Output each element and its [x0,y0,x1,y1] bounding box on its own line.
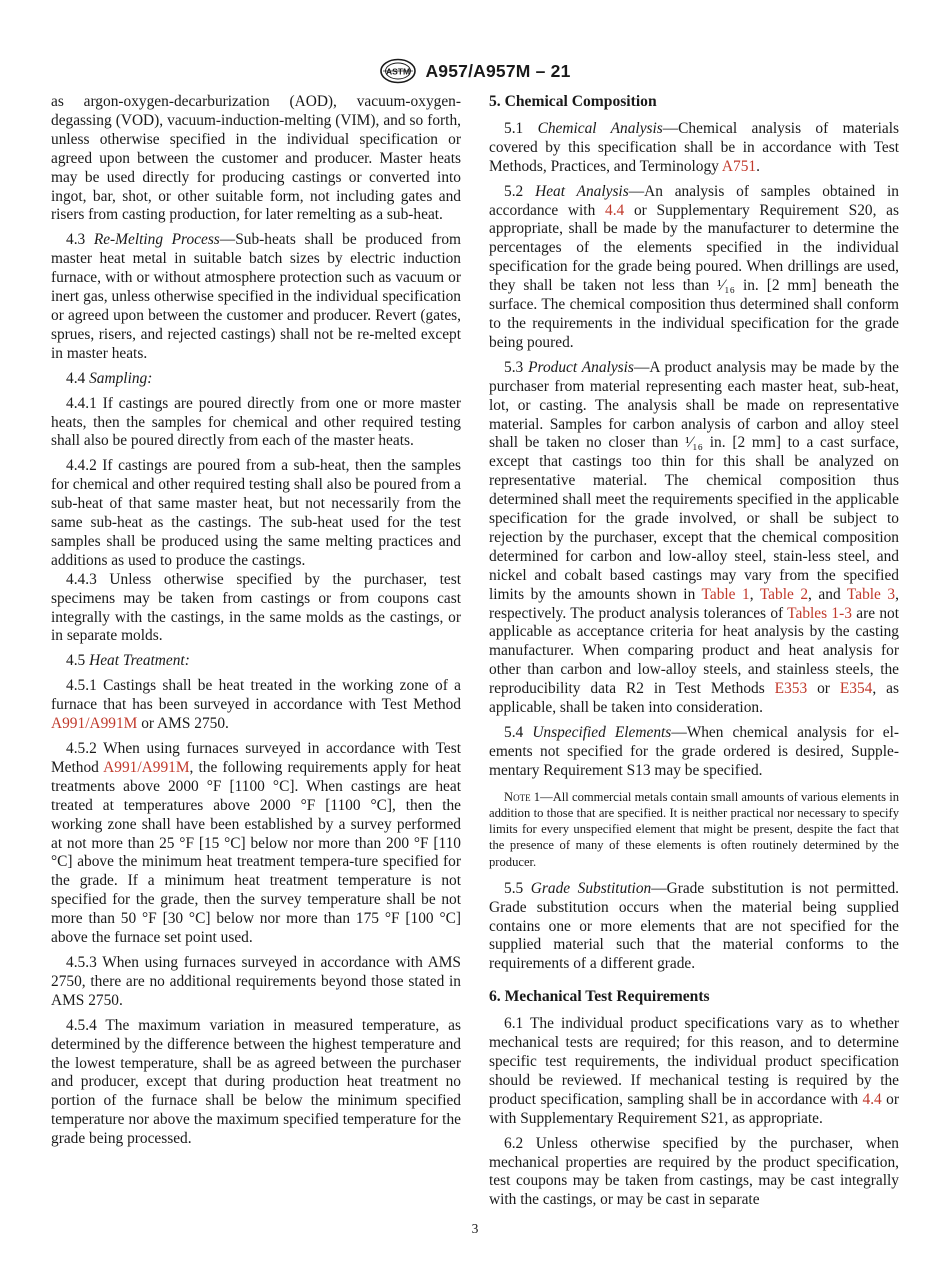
paragraph-4-4-1: 4.4.1 If castings are poured directly from one or more master heats, then the samples for chemical and other required testing shall also be poured directly from each of the master heats. [51,394,461,450]
section-number: 5.1 [504,119,538,137]
standard-designation: A957/A957M – 21 [425,60,571,81]
link-a991[interactable]: A991/A991M [51,715,138,733]
paragraph-body: —An analysis of samples obtained in accordance with [489,182,899,219]
left-column [51,93,461,1155]
section-number: 4.5 [66,652,90,670]
section-heading-6: 6. Mechanical Test Requirements [489,988,710,1006]
section-number: 5.4 [504,724,533,741]
link-e354[interactable]: E354 [839,680,873,698]
link-section-4-4[interactable]: 4.4 [862,1090,882,1108]
paragraph-body: are not applicable as acceptance criteria for heat analysis by the casting manufacturer. When comparing product and heat analysis for other than carbon and low-alloy steels, and stainless steels, the reproducibility data R2 in Test Methods [489,604,899,698]
paragraph-body: 4.5.2 When using furnaces surveyed in accordance with Test Method [51,740,461,776]
paragraph-body: —A product analysis may be made by the purchaser from material representing each master heat, sub-heat, lot, or casting. The analysis shall be made on representative material. Samples for carbon analysis of carbon and alloy steel shall be taken no closer than ¹⁄₁₆ in. [2 mm] to a cast surface, except that castings too thin for this shall be analyzed on representative material. The chemical composition thus determined shall meet the requirements specified in the applicable specification for the grade involved, or shall be subject to rejection by the purchaser, except that the chemical composition determined for carbon and low-alloy steel, stain-less steel, and nickel and cobalt based castings may vary from the specified limits by the amounts shown in [489,358,899,603]
section-title: Sampling: [89,369,153,387]
paragraph-body: or [807,680,840,698]
paragraph-body: or AMS 2750. [137,715,229,733]
link-tables-1-3[interactable]: Tables 1-3 [787,604,852,622]
link-table-2[interactable]: Table 2 [759,585,809,603]
paragraph-4-5-3: 4.5.3 When using furnaces surveyed in accordance with AMS 2750, there are no additional requirements beyond those stated in AMS 2750. [51,953,461,1009]
page-number: 3 [471,1221,479,1236]
paragraph-body: —Chemical analysis of materials covered by this specification shall be in accordance with Test Methods, Practices, and Terminology [489,119,899,175]
note-label: Note 1 [504,789,541,804]
paragraph-body: 4.5.1 Castings shall be heat treated in the working zone of a furnace that has been surveyed in accordance with Test Method [51,677,461,714]
paragraph-body: —When chemical analysis for el-ements not specified for the grade ordered is desired, Supple-mentary Requirement S13 may be specified. [489,724,900,779]
paragraph-body: or Supplementary Requirement S20, as appropriate, shall be made by the manufacturer to determine the percentages of the elements specified in the individual specification for the grade being poured. When drillings are used, they shall be taken not less than ¹⁄₁₆ in. [2 mm] beneath the surface. The chemical composition thus determined shall conform to the requirements in the individual specification for the grade being poured. [489,201,899,351]
link-table-3[interactable]: Table 3 [846,585,896,603]
paragraph-5-3 [489,359,899,718]
paragraph-body: , respectively. The product analysis tolerances of [489,585,899,622]
paragraph-5-5 [489,880,899,975]
section-number: 4.3 [66,231,94,249]
link-a751[interactable]: A751 [721,157,757,175]
section-title: Heat Analysis [535,182,629,200]
paragraph-4-4 [51,370,461,389]
link-e353[interactable]: E353 [774,680,808,698]
paragraph-5-2 [489,183,899,353]
section-title: Unspecified Elements [532,724,672,741]
link-a991[interactable]: A991/A991M [103,758,190,776]
paragraph-5-4 [489,724,899,781]
section-title: Re-Melting Process [93,231,220,249]
right-column [489,93,899,1216]
paragraph-4-2-continued: as argon-oxygen-decarburization (AOD), vacuum-oxygen-degassing (VOD), vacuum-induction-melting (VIM), and so forth, unless otherwise specified in the individual specification or agreed upon between the customer and producer. Master heats may be used directly for producing castings or converted into ingot, bar, shot, or other suitable form, not including gates and risers from casting production, for later remelting as a sub-heat. [51,93,461,224]
paragraph-body: —Grade substitution is not permitted. Grade substitution occurs when the material being supplied contains one or more elements that are not specified for the supplied material such that the material conforms to the requirements of a different grade. [489,879,899,973]
section-number: 5.3 [504,358,529,376]
note-1 [489,789,899,870]
paragraph-4-3 [51,231,461,363]
section-number: 4.4 [66,369,90,387]
paragraph-4-5-1 [51,677,461,734]
paragraph-6-2: 6.2 Unless otherwise specified by the purchaser, when mechanical properties are required by the product specification, test coupons may be taken from castings, may be cast integrally with the castings, or may be cast in separate [489,1134,899,1209]
section-number: 5.2 [504,182,536,200]
link-section-4-4[interactable]: 4.4 [605,201,625,219]
paragraph-body: , the following requirements apply for heat treatments above 2000 °F [1100 °C]. When castings are heat treated at temperatures above 2000 °F [1100 °C], then the working zone shall have been established by a survey performed at not more than 25 °F [15 °C] below nor more than 200 °F [110 °C] above the minimum heat treatment tempera-ture specified for the grade. If a minimum heat treatment temperature is not specified for the grade, then the survey temperature shall be not more than 50 °F [30 °C] below nor more than 175 °F [100 °C] above the furnace set point used. [51,758,461,947]
paragraph-body: 6.1 The individual product specifications vary as to whether mechanical tests are required; for this reason, and to determine specific test requirements, the individual product specification should be reviewed. If mechanical testing is required by the product specification, sampling shall be in accordance with [489,1015,899,1108]
paragraph-4-5 [51,652,461,671]
paragraph-body: or with Supplementary Requirement S21, as appropriate. [489,1090,900,1127]
paragraph-body: , as applicable, shall be taken into consideration. [489,680,899,717]
paragraph-body: . [756,157,760,175]
paragraph-body: , [749,585,760,603]
section-title: Chemical Analysis [537,119,663,137]
section-heading-5: 5. Chemical Composition [489,93,657,110]
paragraph-body: —Sub-heats shall be produced from master heat metal in suitable batch sizes by electric induction furnace, with or without atmosphere protection such as vacuum or inert gas, unless otherwise specified in the individual specification or agreed upon between the customer and producer. Revert (gates, sprues, risers, and rejected castings) shall not be re-melted except in master heats. [51,231,461,362]
svg-text:ASTM: ASTM [386,66,411,77]
paragraph-6-1 [489,1015,899,1128]
section-title: Product Analysis [528,358,634,376]
paragraph-5-1 [489,120,899,177]
page-header [0,56,950,86]
paragraph-body: , and [808,585,847,603]
paragraph-4-5-2 [51,740,461,948]
link-table-1[interactable]: Table 1 [701,585,750,603]
paragraph-4-5-4: 4.5.4 The maximum variation in measured temperature, as determined by the difference between the highest temperature and the lowest temperature, shall be as agreed between the purchaser and producer, except that during production heat treatment no portion of the furnace shall be below the minimum specified temperature nor above the maximum specified temperature for the grade being processed. [51,1016,461,1148]
astm-logo-icon [379,58,417,84]
section-title: Grade Substitution [530,879,652,897]
paragraph-4-4-3: 4.4.3 Unless otherwise specified by the purchaser, test specimens may be taken from castings or from coupons cast integrally with the castings, in the same molds as the castings, or in separate molds. [51,570,461,645]
section-title: Heat Treatment: [89,652,190,670]
section-number: 5.5 [504,879,531,897]
note-body: —All commercial metals contain small amounts of various elements in addition to those that are specified. It is neither practical nor necessary to specify limits for every unspecified element that might be present, despite the fact that the presence of many of these elements is often routinely determined by the producer. [489,789,899,869]
paragraph-4-4-2: 4.4.2 If castings are poured from a sub-heat, then the samples for chemical and other required testing shall also be poured from a sub-heat of that same master heat, but not necessarily from the same sub-heat as the castings. The sub-heat used for the test samples shall be produced using the same melting practices and additions as used to produce the castings. [51,457,461,569]
